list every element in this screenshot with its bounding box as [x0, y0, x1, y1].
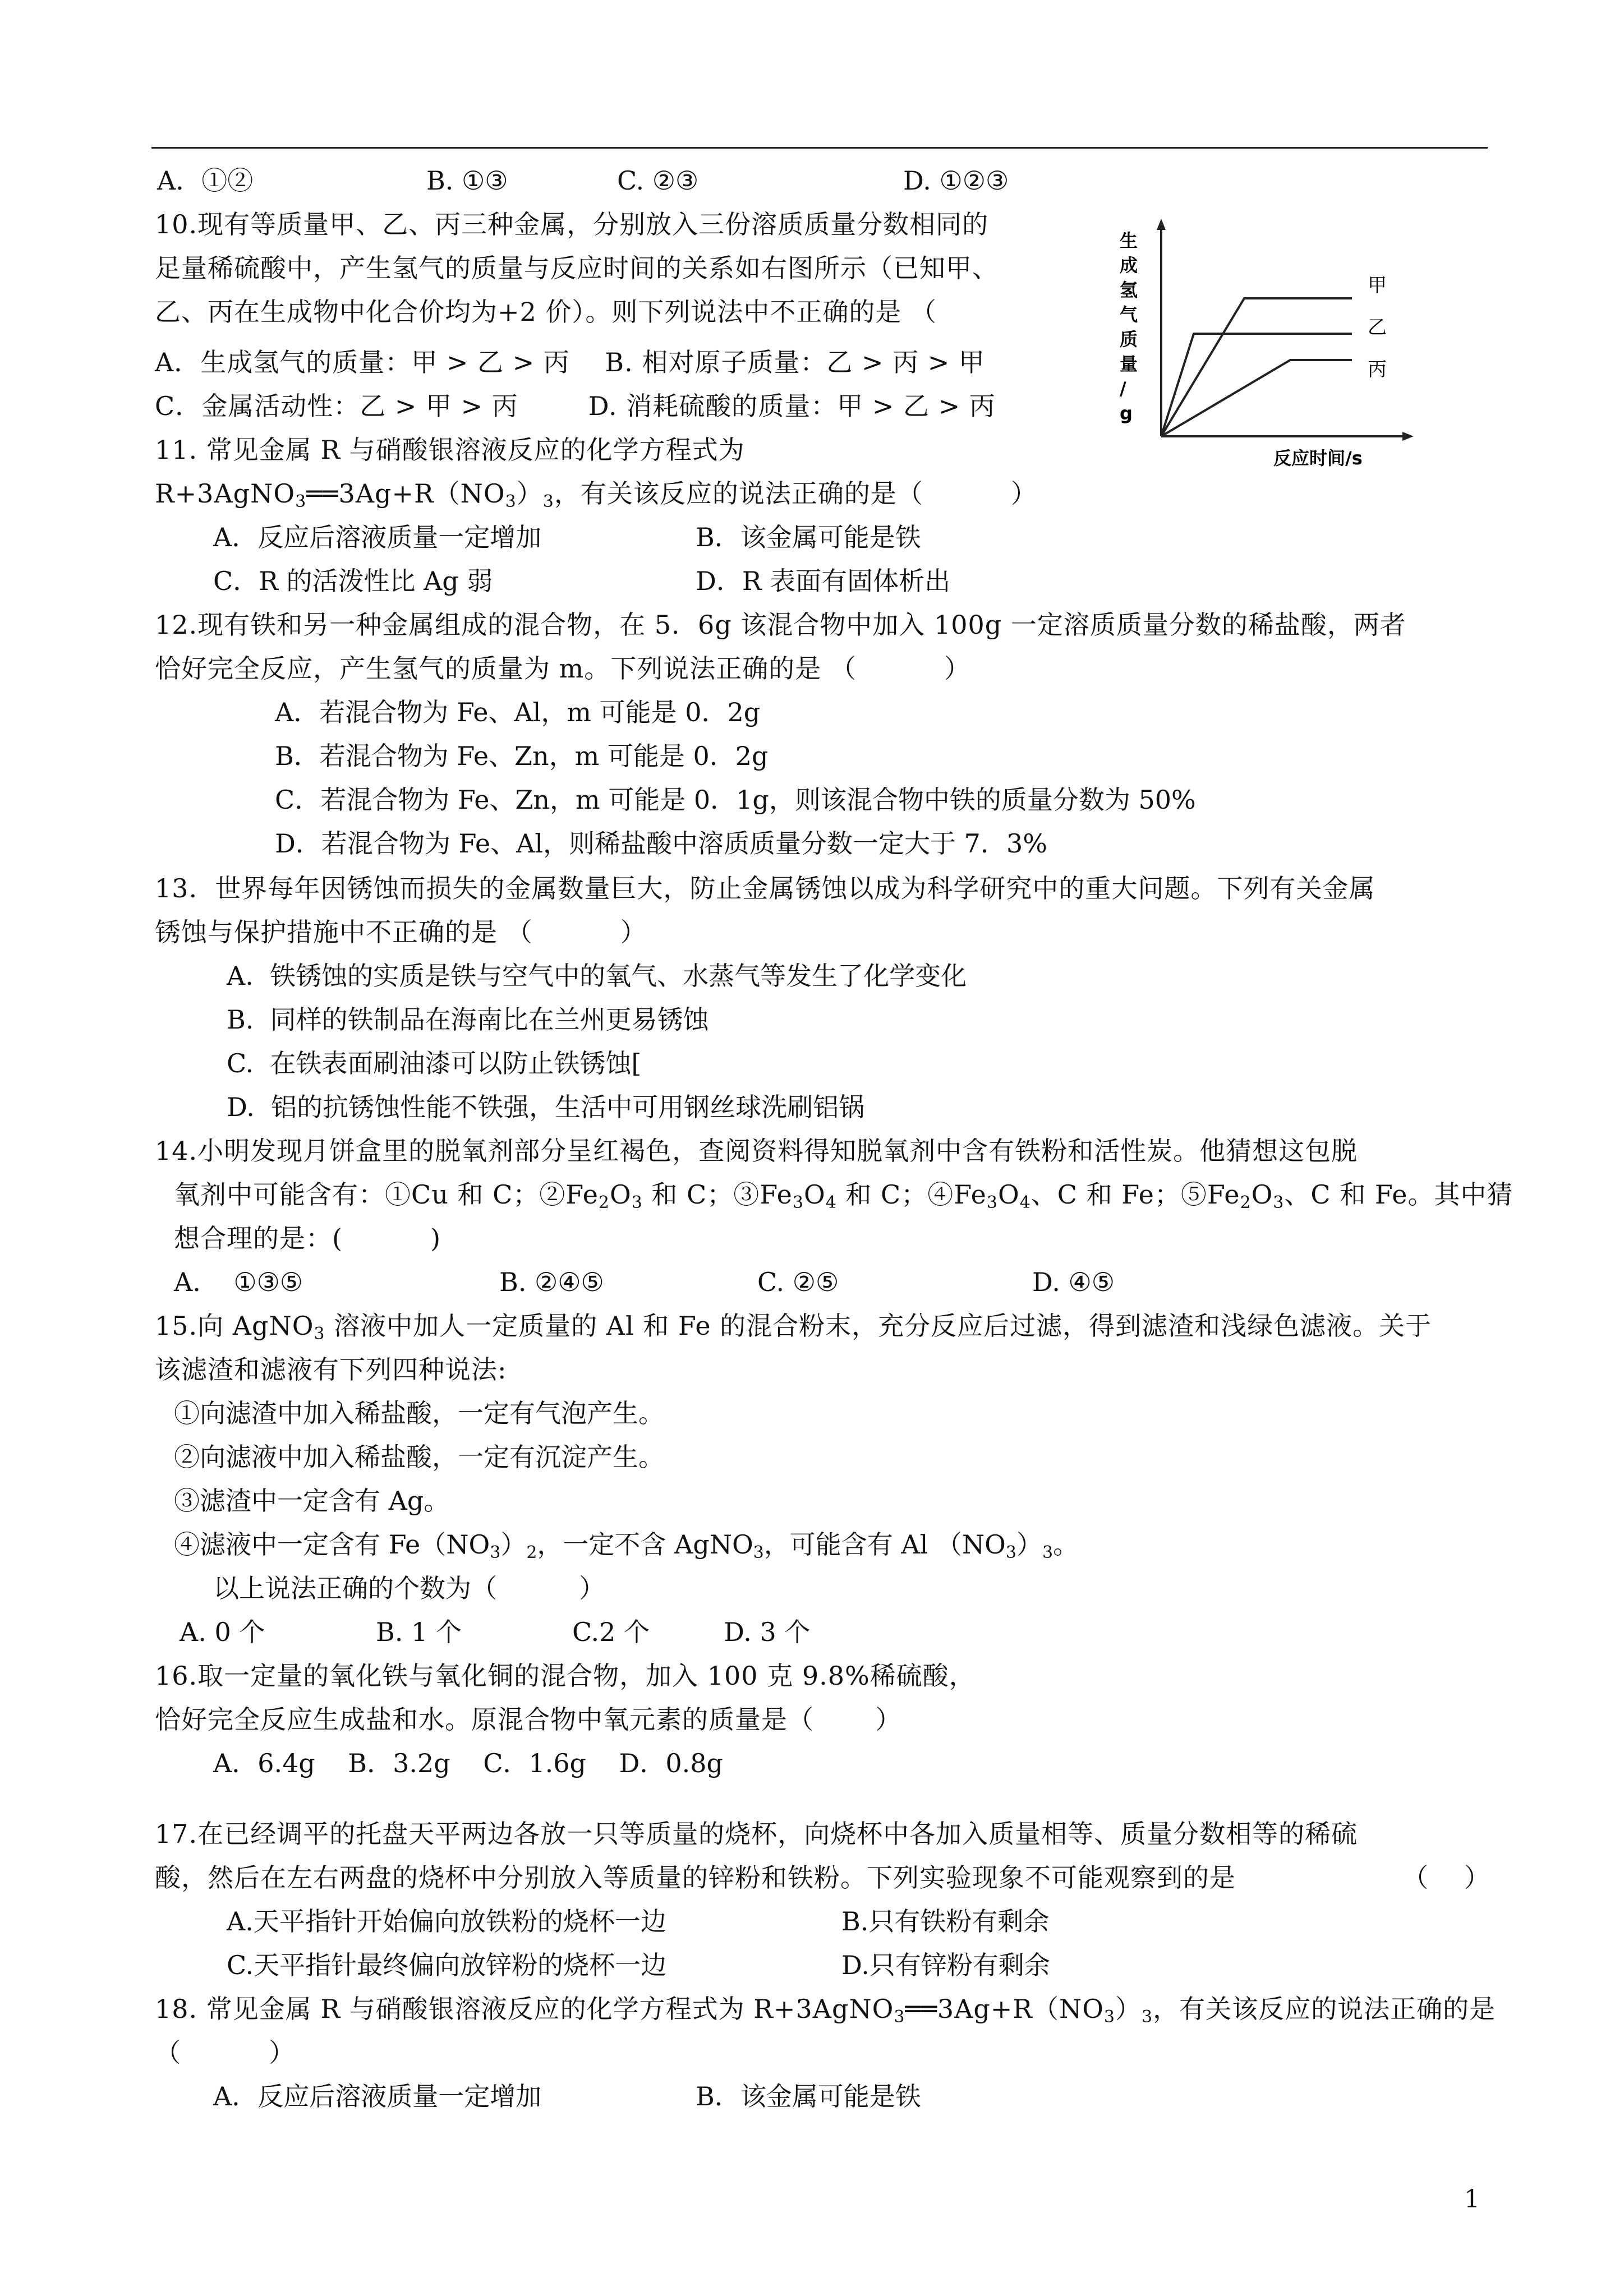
q11-option-c: C．R 的活泼性比 Ag 弱: [213, 566, 493, 596]
q13-option-c: C. 在铁表面刷油漆可以防止铁锈蚀[: [227, 1048, 642, 1078]
hydrogen-time-graph: [1099, 213, 1436, 471]
q18-option-b: B．该金属可能是铁: [696, 2081, 921, 2111]
q11-eq-part: ，有关该反应的说法正确的是（ ）: [554, 478, 1038, 509]
q15-text: 溶液中加人一定质量的 Al 和 Fe 的混合粉末，充分反应后过滤，得到滤渣和浅绿色滤液。关于: [325, 1311, 1432, 1341]
q14-line-2: [174, 1177, 1513, 1212]
q17-line-2: 酸，然后在左右两盘的烧杯中分别放入等质量的锌粉和铁粉。下列实验现象不可能观察到的是: [155, 1862, 1236, 1893]
q18-text: ，有关该反应的说法正确的是: [1153, 1994, 1496, 2024]
q13-line-1: 13. 世界每年因锈蚀而损失的金属数量巨大，防止金属锈蚀以成为科学研究中的重大问题。下列有关金属: [155, 873, 1375, 903]
q17-line-1: 17.在已经调平的托盘天平两边各放一只等质量的烧杯，向烧杯中各加入质量相等、质量分数相等的稀硫: [155, 1819, 1358, 1849]
q15-sub: 3: [753, 1543, 764, 1562]
q15-statement-3: ③滤渣中一定含有 Ag。: [174, 1486, 450, 1516]
q18-sub: 3: [1103, 2007, 1116, 2027]
q11-eq-part: ══3Ag+R（NO: [306, 478, 505, 509]
q11-eq-part: ）: [516, 478, 543, 509]
q15-text: ，一定不含 AgNO: [537, 1529, 753, 1560]
header-rule: [151, 147, 1488, 149]
q14-sub: 4: [1019, 1193, 1031, 1212]
q12-line-1: 12.现有铁和另一种金属组成的混合物，在 5．6g 该混合物中加入 100g 一定溶质质量分数的稀盐酸，两者: [155, 610, 1406, 640]
q14-text: 和 C；④Fe: [836, 1179, 987, 1210]
q18-line-2: （ ）: [155, 2037, 296, 2068]
q15-sub: 3: [1042, 1543, 1053, 1562]
q15-statement-1: ①向滤渣中加入稀盐酸，一定有气泡产生。: [174, 1398, 664, 1428]
q17-answer-paren-right: ）: [1464, 1862, 1490, 1893]
graph-y-label-char: 量: [1120, 353, 1138, 375]
graph-y-label-char: 质: [1120, 329, 1138, 350]
graph-y-label-char: g: [1120, 403, 1133, 424]
q14-text: 氧剂中可能含有：①Cu 和 C；②Fe: [174, 1179, 599, 1210]
q10-options-cd: C．金属活动性：乙 > 甲 > 丙 D. 消耗硫酸的质量：甲 > 乙 > 丙: [155, 391, 996, 421]
q11-sub: 3: [542, 492, 554, 511]
q18-option-a: A．反应后溶液质量一定增加: [213, 2081, 542, 2111]
q15-option-a: A. 0 个: [180, 1617, 265, 1647]
q14-sub: 3: [1273, 1193, 1285, 1212]
graph-x-label: 反应时间/s: [1273, 448, 1363, 469]
q18-text: ）: [1115, 1994, 1142, 2024]
q10-line-2: 足量稀硫酸中，产生氢气的质量与反应时间的关系如右图所示（已知甲、: [155, 253, 999, 283]
q9-option-c: C. ②③: [617, 165, 699, 196]
q14-line-3: 想合理的是：( ): [174, 1223, 441, 1253]
q11-sub: 3: [505, 492, 517, 511]
q14-sub: 2: [1240, 1193, 1252, 1212]
page-number: 1: [1464, 2185, 1480, 2214]
q15-ask: 以上说法正确的个数为（ ）: [213, 1573, 605, 1603]
q17-option-d: D.只有锌粉有剩余: [841, 1950, 1050, 1980]
q18-line-1: [155, 1991, 1496, 2027]
graph-series-label-yi: 乙: [1368, 316, 1387, 339]
q13-option-b: B. 同样的铁制品在海南比在兰州更易锈蚀: [227, 1004, 709, 1035]
q11-option-d: D．R 表面有固体析出: [696, 566, 951, 596]
q16-line-2: 恰好完全反应生成盐和水。原混合物中氧元素的质量是（ ）: [155, 1704, 902, 1735]
q18-sub: 3: [1142, 2007, 1153, 2027]
q11-line-2: [155, 476, 1037, 511]
q15-sub: 3: [314, 1324, 325, 1344]
q15-option-b: B. 1 个: [376, 1617, 462, 1647]
q9-option-d: D. ①②③: [903, 165, 1009, 196]
q11-line-1: 11. 常见金属 R 与硝酸银溶液反应的化学方程式为: [155, 435, 745, 465]
q14-line-1: 14.小明发现月饼盒里的脱氧剂部分呈红褐色，查阅资料得知脱氧剂中含有铁粉和活性炭。他猜想这包脱: [155, 1136, 1358, 1166]
q15-statement-4: [174, 1527, 1079, 1562]
q11-option-b: B．该金属可能是铁: [696, 522, 921, 552]
q9-option-a: A．①②: [157, 165, 254, 196]
q14-text: 和 C；③Fe: [642, 1179, 793, 1210]
q12-option-d: D．若混合物为 Fe、Al，则稀盐酸中溶质质量分数一定大于 7．3%: [275, 828, 1047, 859]
q14-sub: 2: [598, 1193, 610, 1212]
graph-svg: [1099, 213, 1436, 471]
q15-option-d: D. 3 个: [724, 1617, 811, 1647]
q15-line-2: 该滤渣和滤液有下列四种说法:: [155, 1354, 507, 1385]
q14-option-d: D. ④⑤: [1032, 1267, 1115, 1297]
q11-sub: 3: [295, 492, 307, 511]
q13-line-2: 锈蚀与保护措施中不正确的是 （ ）: [155, 917, 647, 947]
q18-text: ══3Ag+R（NO: [905, 1994, 1104, 2024]
q10-line-1: 10.现有等质量甲、乙、丙三种金属，分别放入三份溶质质量分数相同的: [155, 209, 989, 239]
q15-text: ）: [1016, 1529, 1042, 1560]
q15-option-c: C.2 个: [572, 1617, 650, 1647]
q14-sub: 3: [792, 1193, 804, 1212]
graph-y-label-char: 生: [1120, 230, 1138, 251]
q14-text: O: [803, 1179, 826, 1210]
q18-sub: 3: [894, 2007, 905, 2027]
q15-text: ④滤液中一定含有 Fe（NO: [174, 1529, 490, 1560]
q12-option-c: C．若混合物为 Fe、Zn，m 可能是 0．1g，则该混合物中铁的质量分数为 50%: [275, 785, 1196, 815]
q10-line-3: 乙、丙在生成物中化合价均为+2 价）。则下列说法中不正确的是 （: [155, 297, 937, 327]
q14-text: 、C 和 Fe；⑤Fe: [1030, 1179, 1240, 1210]
q14-sub: 3: [986, 1193, 998, 1212]
graph-y-label-char: /: [1120, 378, 1126, 399]
q15-line-1: [155, 1308, 1432, 1344]
q17-answer-paren-left: （: [1402, 1862, 1428, 1893]
graph-series-label-bing: 丙: [1368, 358, 1387, 381]
q18-text: 18. 常见金属 R 与硝酸银溶液反应的化学方程式为 R+3AgNO: [155, 1994, 894, 2024]
q15-sub: 2: [526, 1543, 537, 1562]
q14-option-b: B. ②④⑤: [499, 1267, 604, 1297]
graph-y-label-char: 氢: [1120, 279, 1138, 301]
q13-option-a: A. 铁锈蚀的实质是铁与空气中的氧气、水蒸气等发生了化学变化: [227, 961, 967, 991]
graph-line-bing: [1161, 360, 1352, 436]
q15-text: ）: [500, 1529, 527, 1560]
q12-line-2: 恰好完全反应，产生氢气的质量为 m。下列说法正确的是 （ ）: [155, 653, 971, 684]
q13-option-d: D. 铝的抗锈蚀性能不铁强，生活中可用钢丝球洗刷铝锅: [227, 1092, 865, 1122]
q17-option-a: A.天平指针开始偏向放铁粉的烧杯一边: [227, 1906, 666, 1937]
q14-text: O: [997, 1179, 1020, 1210]
q17-option-b: B.只有铁粉有剩余: [841, 1906, 1050, 1937]
graph-y-label-char: 成: [1120, 255, 1138, 276]
q11-option-a: A．反应后溶液质量一定增加: [213, 522, 542, 552]
q11-eq-part: R+3AgNO: [155, 478, 296, 509]
graph-series-label-jia: 甲: [1368, 274, 1387, 297]
graph-y-label: [1120, 230, 1138, 424]
q14-text: O: [1251, 1179, 1273, 1210]
q15-sub: 3: [490, 1543, 501, 1562]
q14-option-c: C. ②⑤: [757, 1267, 839, 1297]
q15-text: ，可能含有 Al （NO: [763, 1529, 1006, 1560]
graph-y-arrow: [1157, 219, 1166, 230]
q12-option-a: A．若混合物为 Fe、Al，m 可能是 0．2g: [275, 697, 761, 727]
q10-options-ab: A．生成氢气的质量：甲 > 乙 > 丙 B. 相对原子质量：乙 > 丙 > 甲: [155, 347, 985, 377]
q14-sub: 3: [631, 1193, 643, 1212]
q9-option-b: B. ①③: [426, 165, 508, 196]
q15-statement-2: ②向滤液中加入稀盐酸，一定有沉淀产生。: [174, 1442, 664, 1472]
q15-text: 15.向 AgNO: [155, 1311, 314, 1341]
graph-line-jia: [1161, 298, 1352, 436]
q15-text: 。: [1053, 1529, 1079, 1560]
graph-y-label-char: 气: [1120, 304, 1138, 325]
q17-option-c: C.天平指针最终偏向放锌粉的烧杯一边: [227, 1950, 667, 1980]
q15-sub: 3: [1005, 1543, 1016, 1562]
q16-options: A．6.4g B．3.2g C．1.6g D．0.8g: [213, 1748, 723, 1778]
graph-line-yi: [1161, 334, 1352, 436]
q14-sub: 4: [825, 1193, 837, 1212]
q12-option-b: B．若混合物为 Fe、Zn，m 可能是 0．2g: [275, 741, 769, 771]
q14-text: 、C 和 Fe。其中猜: [1284, 1179, 1513, 1210]
graph-x-arrow: [1402, 432, 1414, 441]
q14-text: O: [609, 1179, 632, 1210]
q14-option-a: A. ①③⑤: [174, 1267, 303, 1297]
q16-line-1: 16.取一定量的氧化铁与氧化铜的混合物，加入 100 克 9.8%稀硫酸，: [155, 1661, 976, 1691]
